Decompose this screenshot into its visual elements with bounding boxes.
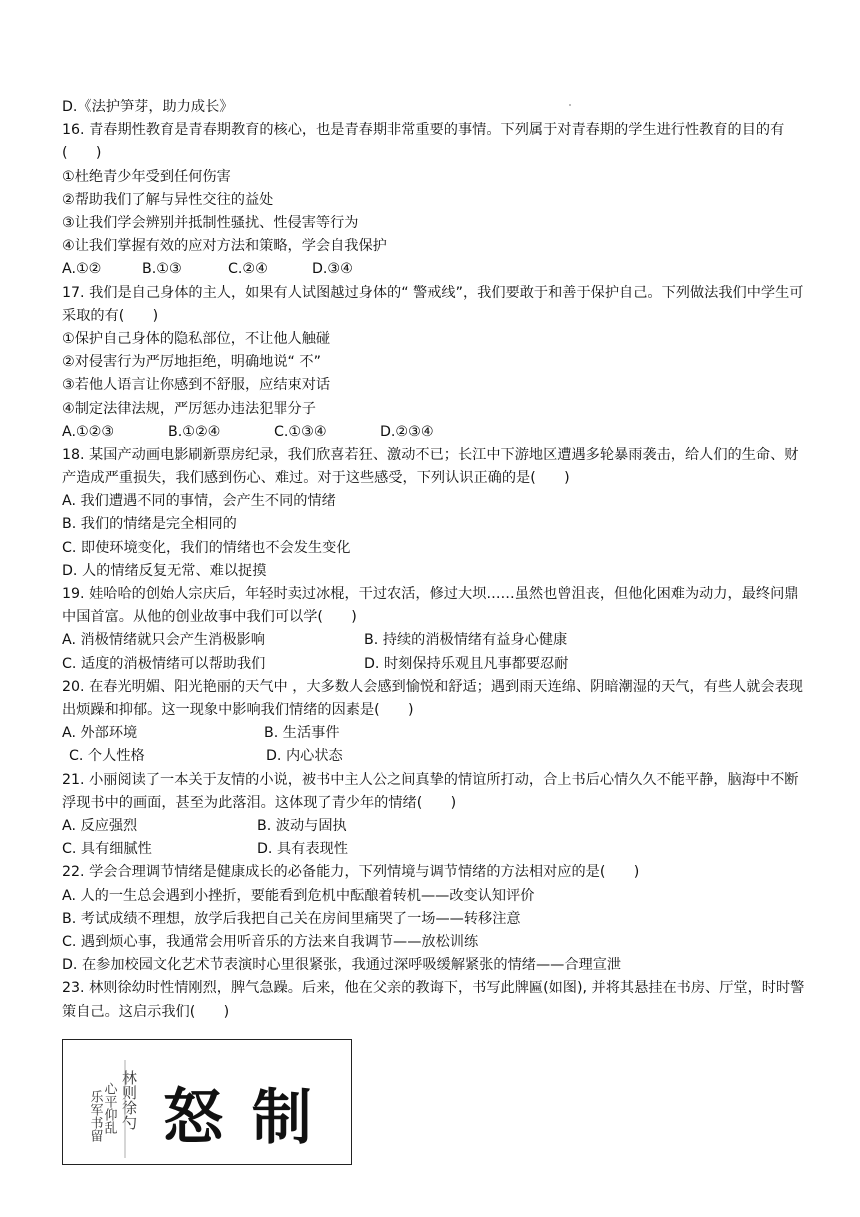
q22-option-a: A. 人的一生总会遇到小挫折，要能看到危机中酝酿着转机——改变认知评价 [62, 887, 535, 904]
q16-item-3: ③让我们学会辨别并抵制性骚扰、性侵害等行为 [62, 214, 359, 231]
q20-options-row-1 [62, 722, 807, 745]
q16-stem: 16. 青春期性教育是青春期教育的核心，也是青春期非常重要的事情。下列属于对青春期的学生进行性教育的目的有( ) [62, 122, 785, 162]
q15-option-d: D.《法护笋芽，助力成长》 [62, 99, 234, 115]
plaque-col-2: 心平仰乱 [101, 1082, 117, 1134]
q21-options-row-1 [62, 815, 807, 838]
q18-option-a: A. 我们遭遇不同的事情，会产生不同的情绪 [62, 493, 336, 510]
q16-option-b: B.①③ [142, 261, 182, 278]
q17-item-1: ①保护自己身体的隐私部位，不让他人触碰 [62, 330, 331, 347]
q21-stem: 21. 小丽阅读了一本关于友情的小说，被书中主人公之间真挚的情谊所打动，合上书后心情久久不能平静，脑海中不断浮现书中的画面，甚至为此落泪。这体现了青少年的情绪( ) [62, 771, 799, 811]
q20-option-c: C. 个人性格 [69, 748, 145, 765]
q20-option-a: A. 外部环境 [62, 725, 138, 742]
q20-options-row-2 [62, 745, 807, 768]
q16-options [62, 258, 807, 281]
q17-option-b: B.①②④ [168, 423, 221, 440]
q18-option-b: B. 我们的情绪是完全相同的 [62, 516, 237, 533]
q17-options [62, 421, 807, 444]
q19-option-a: A. 消极情绪就只会产生消极影响 [62, 632, 265, 649]
q21-option-c: C. 具有细腻性 [62, 841, 152, 858]
q16-item-4: ④让我们掌握有效的应对方法和策略，学会自我保护 [62, 238, 387, 255]
plaque-main-characters: 怒 制 [163, 1083, 316, 1153]
q20-stem: 20. 在春光明媚、阳光艳丽的天气中 ，大多数人会感到愉悦和舒适；遇到雨天连绵、阴暗潮湿的天气，有些人就会表现出烦躁和抑郁。这一现象中影响我们情绪的因素是( ) [62, 678, 803, 719]
q18-option-c: C. 即使环境变化，我们的情绪也不会发生变化 [62, 539, 351, 556]
plaque-col-1: 林则徐勺 [120, 1070, 138, 1130]
q16-option-a: A.①② [62, 261, 102, 278]
q19-option-d: D. 时刻保持乐观且凡事都要忍耐 [364, 655, 569, 672]
q17-item-2: ②对侵害行为严厉地拒绝，明确地说“ 不” [62, 354, 321, 371]
q20-option-b: B. 生活事件 [264, 725, 340, 742]
q19-options-row-2 [62, 653, 807, 676]
q19-options-row-1 [62, 629, 807, 652]
plaque-col-3: 乐军书留 [87, 1090, 103, 1142]
q22-option-c: C. 遇到烦心事，我通常会用听音乐的方法来自我调节——放松训练 [62, 933, 479, 950]
q19-option-b: B. 持续的消极情绪有益身心健康 [364, 632, 568, 649]
q16-item-2: ②帮助我们了解与异性交往的益处 [62, 191, 274, 208]
q17-item-4: ④制定法律法规，严厉惩办违法犯罪分子 [62, 400, 316, 417]
q17-option-c: C.①③④ [274, 423, 327, 440]
q19-stem: 19. 娃哈哈的创始人宗庆后，年轻时卖过冰棍，干过农活，修过大坝……虽然也曾沮丧，但他化困难为动力，最终问鼎中国首富。从他的创业故事中我们可以学( ) [62, 586, 799, 626]
q22-option-b: B. 考试成绩不理想，放学后我把自己关在房间里痛哭了一场——转移注意 [62, 910, 521, 927]
q17-stem: 17. 我们是自己身体的主人，如果有人试图越过身体的“ 警戒线”，我们要敢于和善于保护自己。下列做法我们中学生可采取的有( ) [62, 284, 804, 324]
q22-stem: 22. 学会合理调节情绪是健康成长的必备能力，下列情境与调节情绪的方法相对应的是( ) [62, 864, 640, 881]
q22-option-d: D. 在参加校园文化艺术节表演时心里很紧张，我通过深呼吸缓解紧张的情绪——合理宣泄 [62, 957, 622, 974]
q17-item-3: ③若他人语言让你感到不舒服，应结束对话 [62, 377, 331, 394]
q18-option-d: D. 人的情绪反复无常、难以捉摸 [62, 562, 267, 579]
q21-option-b: B. 波动与固执 [257, 818, 347, 834]
q23-stem: 23. 林则徐幼时性情刚烈，脾气急躁。后来，他在父亲的教诲下，书写此牌匾(如图), 并将其悬挂在书房、厅堂，时时警策自己。这启示我们( ) [62, 980, 805, 1020]
plaque-figure [62, 1039, 352, 1165]
q19-option-c: C. 适度的消极情绪可以帮助我们 [62, 655, 266, 672]
q18-stem: 18. 某国产动画电影刷新票房纪录，我们欣喜若狂、激动不已；长江中下游地区遭遇多轮暴雨袭击，给人们的生命、财产造成严重损失，我们感到伤心、难过。对于这些感受，下列认识正确的是( ) [62, 446, 799, 487]
q17-option-d: D.②③④ [380, 423, 434, 440]
q21-option-d: D. 具有表现性 [257, 841, 348, 858]
q16-option-d: D.③④ [312, 261, 353, 278]
plaque-image [63, 1040, 350, 1163]
q21-option-a: A. 反应强烈 [62, 818, 138, 834]
q16-option-c: C.②④ [228, 261, 268, 278]
exam-page [62, 96, 807, 1024]
q16-item-1: ①杜绝青少年受到任何伤害 [62, 168, 231, 185]
q21-options-row-2 [62, 838, 807, 861]
q20-option-d: D. 内心状态 [266, 748, 343, 765]
q17-option-a: A.①②③ [62, 423, 115, 440]
